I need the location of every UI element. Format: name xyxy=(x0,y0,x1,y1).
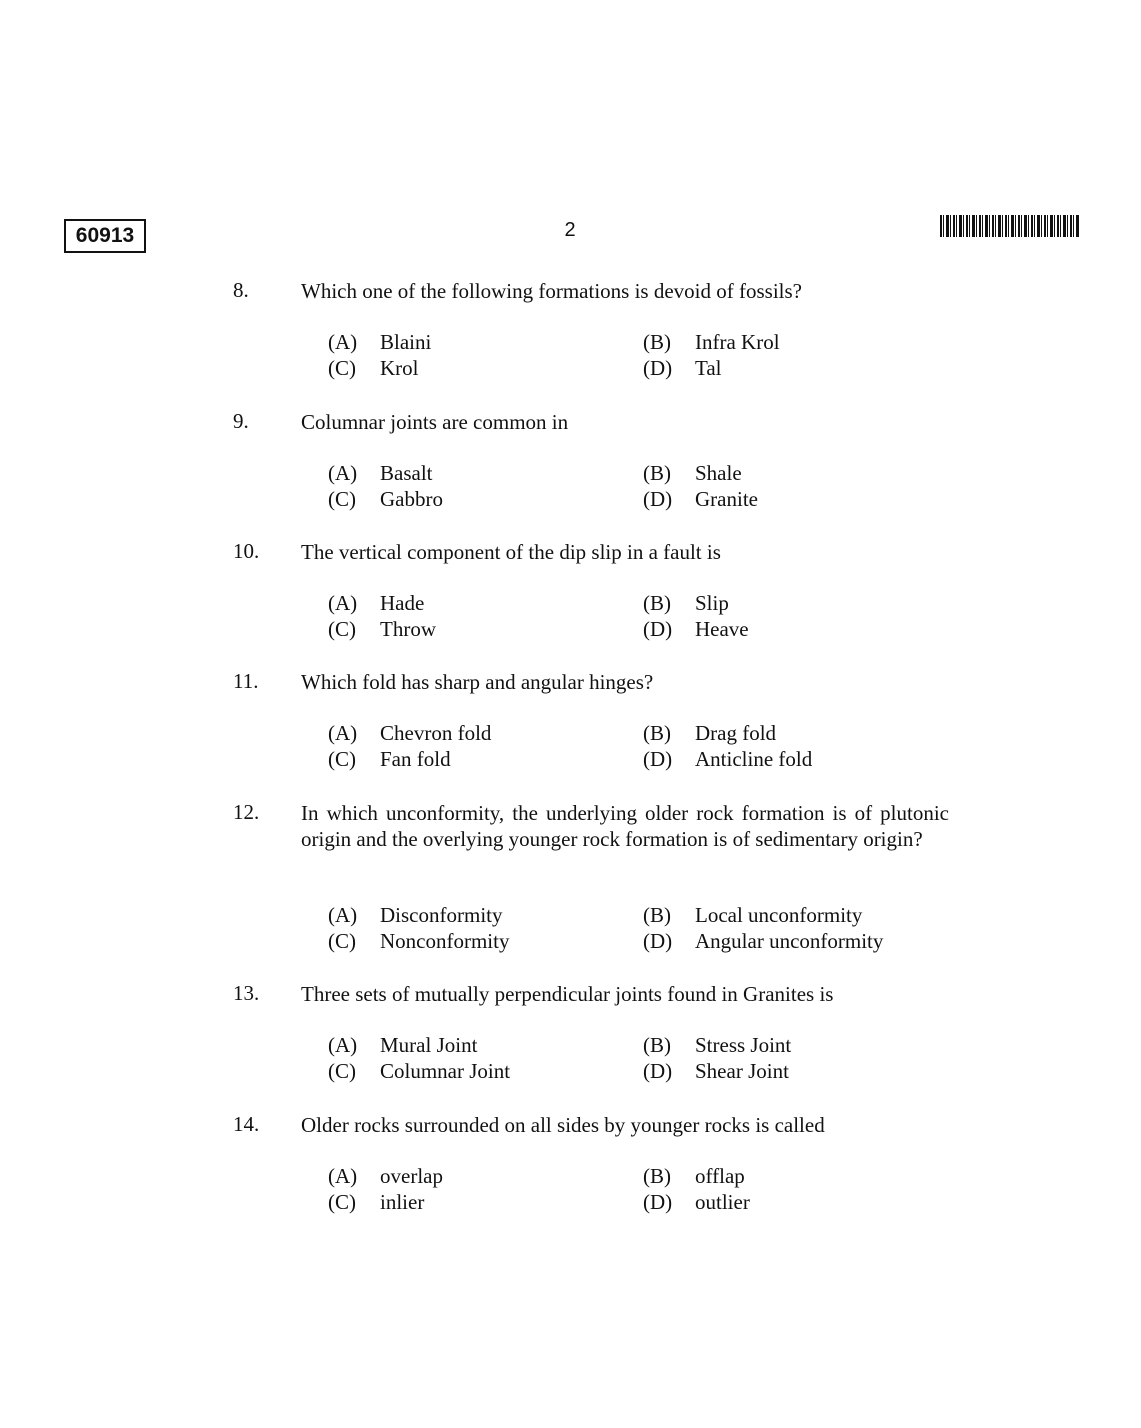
option-d: (D) Anticline fold xyxy=(643,747,813,771)
option-a: (A) overlap xyxy=(328,1164,443,1188)
option-d: (D) Tal xyxy=(643,356,722,380)
option-d: (D) Granite xyxy=(643,487,758,511)
option-b: (B) Shale xyxy=(643,461,742,485)
question-text: Older rocks surrounded on all sides by younger rocks is called xyxy=(301,1113,825,1137)
option-a: (A) Basalt xyxy=(328,461,433,485)
question-number: 10. xyxy=(233,539,260,563)
question-number: 12. xyxy=(233,800,260,824)
question-number: 8. xyxy=(233,278,249,302)
option-b: (B) Local unconformity xyxy=(643,903,863,927)
question-text: Which one of the following formations is devoid of fossils? xyxy=(301,279,802,303)
question-text: Three sets of mutually perpendicular joints found in Granites is xyxy=(301,982,834,1006)
option-b: (B) Stress Joint xyxy=(643,1033,792,1057)
option-b: (B) offlap xyxy=(643,1164,745,1188)
paper-code: 60913 xyxy=(64,219,146,253)
option-d: (D) Angular unconformity xyxy=(643,929,884,953)
option-b: (B) Infra Krol xyxy=(643,330,780,354)
option-d: (D) outlier xyxy=(643,1190,750,1214)
option-c: (C) Gabbro xyxy=(328,487,443,511)
option-b: (B) Drag fold xyxy=(643,721,777,745)
option-d: (D) Heave xyxy=(643,617,749,641)
option-a: (A) Blaini xyxy=(328,330,432,354)
option-c: (C) Fan fold xyxy=(328,747,451,771)
option-b: (B) Slip xyxy=(643,591,729,615)
option-a: (A) Disconformity xyxy=(328,903,503,927)
question-number: 13. xyxy=(233,981,260,1005)
option-a: (A) Hade xyxy=(328,591,425,615)
question-number: 14. xyxy=(233,1112,260,1136)
page-number: 2 xyxy=(564,219,576,241)
option-c: (C) Nonconformity xyxy=(328,929,510,953)
question-text: The vertical component of the dip slip in a fault is xyxy=(301,540,721,564)
question-text: In which unconformity, the underlying older rock formation is of plutonic origin and the overlying younger rock formation is of sedimentary origin? xyxy=(301,801,949,851)
question-text: Columnar joints are common in xyxy=(301,410,569,434)
option-a: (A) Mural Joint xyxy=(328,1033,478,1057)
question-number: 11. xyxy=(233,669,259,693)
option-c: (C) Krol xyxy=(328,356,419,380)
option-c: (C) inlier xyxy=(328,1190,425,1214)
option-d: (D) Shear Joint xyxy=(643,1059,789,1083)
question-text: Which fold has sharp and angular hinges? xyxy=(301,670,654,694)
question-number: 9. xyxy=(233,409,249,433)
option-c: (C) Columnar Joint xyxy=(328,1059,511,1083)
option-c: (C) Throw xyxy=(328,617,436,641)
option-a: (A) Chevron fold xyxy=(328,721,492,745)
barcode xyxy=(940,215,1080,237)
